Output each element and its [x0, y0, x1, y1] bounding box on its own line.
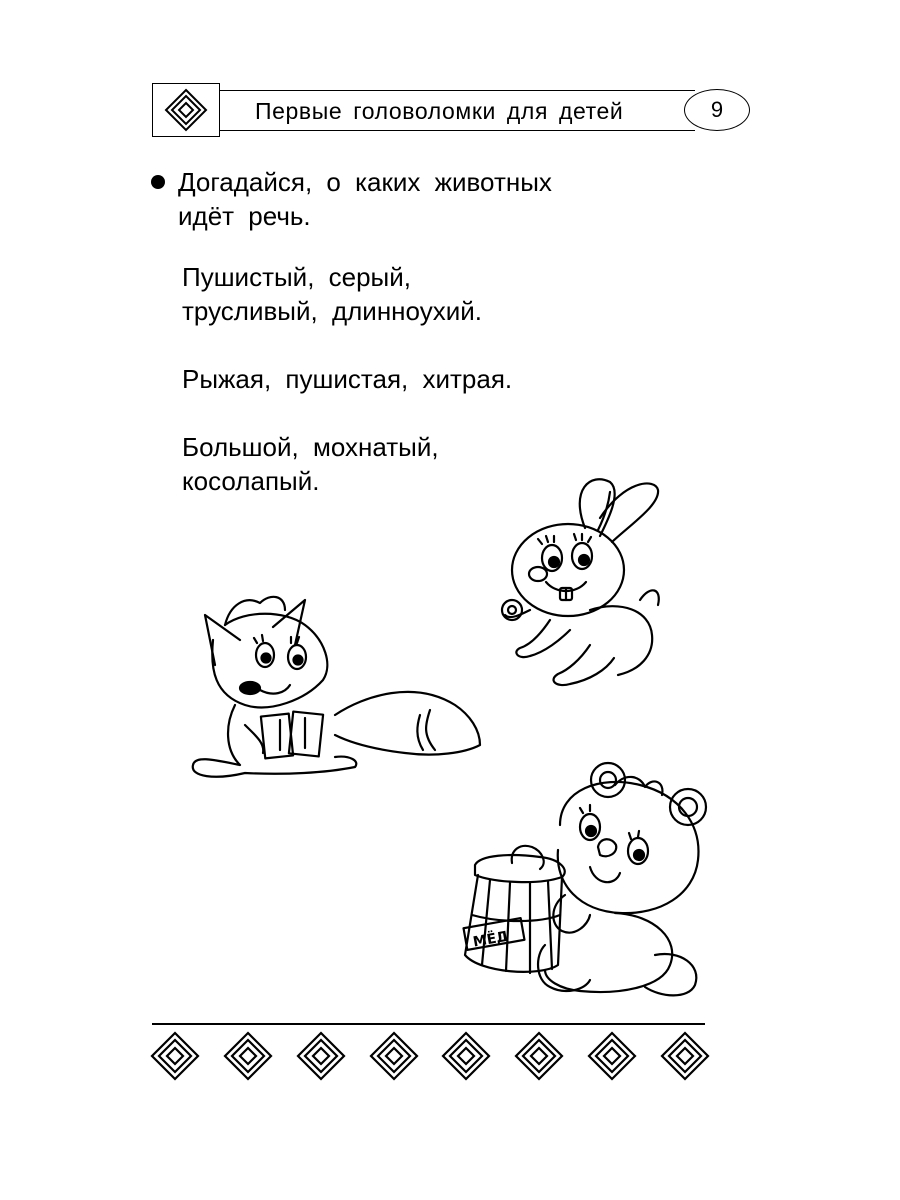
diamond-ornament-icon	[660, 1031, 710, 1081]
riddle-hare-line-2: трусливый, длинноухий.	[182, 296, 482, 326]
header-rule-top	[220, 90, 695, 91]
page-title: Первые головоломки для детей	[255, 98, 624, 124]
header-ornament-box	[152, 83, 220, 137]
instruction-line-1: Догадайся, о каких животных	[178, 167, 552, 197]
bullet-icon	[151, 175, 165, 189]
diamond-ornament-icon	[296, 1031, 346, 1081]
bear-with-honey-barrel-illustration	[440, 755, 730, 1005]
riddle-bear-line-2: косолапый.	[182, 466, 320, 496]
diamond-ornament-icon	[441, 1031, 491, 1081]
footer-ornament-row	[150, 1030, 710, 1082]
diamond-ornament-icon	[223, 1031, 273, 1081]
diamond-ornament-icon	[150, 1031, 200, 1081]
diamond-ornament-icon	[587, 1031, 637, 1081]
barrel-label: МЁД	[471, 928, 511, 951]
riddle-bear-line-1: Большой, мохнатый,	[182, 432, 439, 462]
instruction-line-2: идёт речь.	[178, 201, 311, 231]
footer-rule	[152, 1023, 705, 1025]
riddle-fox-line-1: Рыжая, пушистая, хитрая.	[182, 364, 513, 394]
page-number: 9	[684, 89, 750, 131]
diamond-ornament-icon	[514, 1031, 564, 1081]
diamond-ornament-icon	[369, 1031, 419, 1081]
riddle-hare-line-1: Пушистый, серый,	[182, 262, 411, 292]
diamond-ornament-icon	[164, 88, 208, 132]
hare-illustration	[490, 470, 680, 700]
header-rule-bottom	[220, 130, 695, 131]
